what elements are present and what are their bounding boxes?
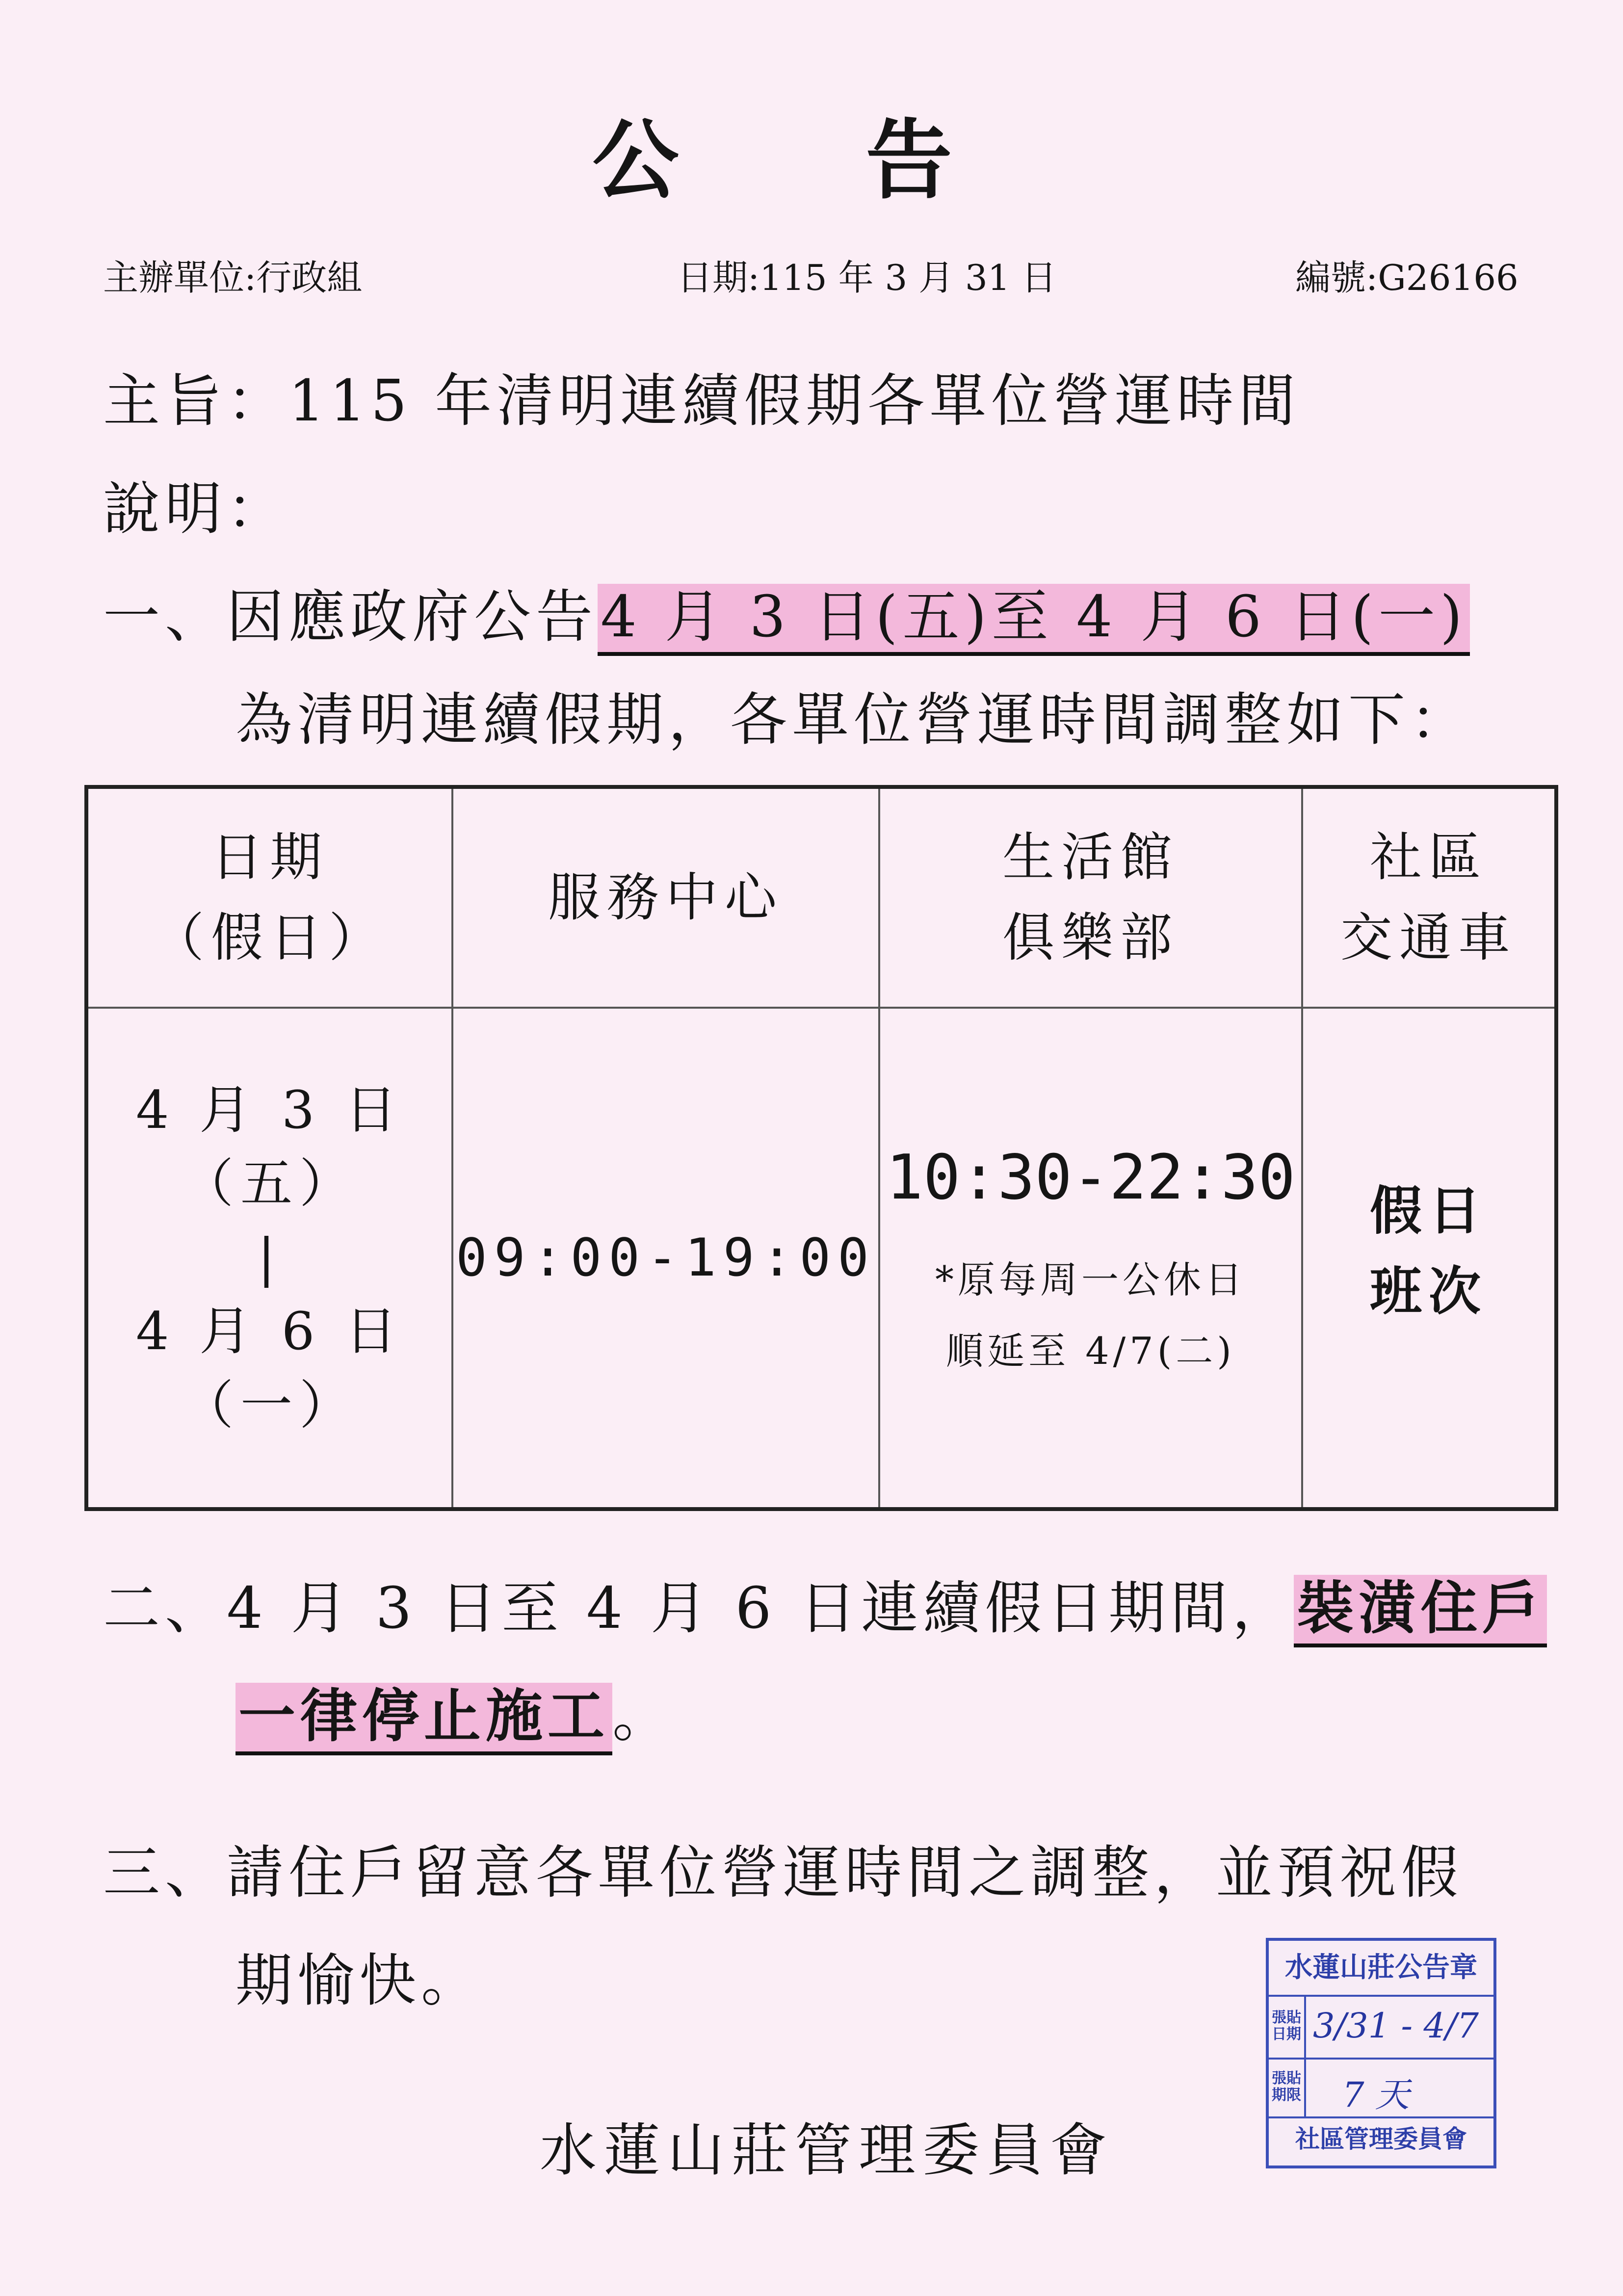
item-2: [103, 1575, 1547, 1642]
cell-date: 4 月 3 日 （五） | 4 月 6 日 （一）: [86, 1008, 452, 1509]
schedule-table: [84, 785, 1558, 1511]
item-2-line-2: 一律停止施工。: [236, 1688, 674, 1745]
stamp-limit-value: 7 天: [1342, 2075, 1410, 2115]
cell-shuttle: 假日 班次: [1302, 1008, 1556, 1509]
header-service-center: 服務中心: [452, 787, 879, 1008]
item-1-prefix: 一、因應政府公告: [103, 584, 598, 650]
cell-service-time: 09:00-19:00: [452, 1008, 879, 1509]
announcement-number: 編號:G26166: [1295, 257, 1518, 298]
item-3-line-2: 期愉快。: [236, 1948, 483, 2014]
table-row: [86, 1008, 1556, 1509]
stop-work-highlight: 一律停止施工: [236, 1683, 612, 1755]
cell-club: 10:30-22:30 *原每周一公休日 順延至 4/7(二): [879, 1008, 1302, 1509]
announcement-date: 日期:115 年 3 月 31 日: [677, 257, 1057, 298]
organizer: 主辦單位:行政組: [103, 257, 363, 298]
stamp-date-label: 張貼日期: [1269, 1995, 1306, 2058]
announcement-stamp: [1266, 1938, 1496, 2168]
explain-label: 說明：: [103, 476, 288, 542]
header-date: 日期 （假日）: [86, 787, 452, 1008]
item-1-line-2: 為清明連續假期，各單位營運時間調整如下：: [236, 687, 1472, 753]
signature: 水蓮山莊管理委員會: [540, 2117, 1114, 2184]
header-shuttle: 社區 交通車: [1302, 787, 1556, 1008]
table-header-row: [86, 787, 1556, 1008]
stamp-limit-label: 張貼期限: [1269, 2058, 1306, 2116]
renovation-highlight: 裝潢住戶: [1294, 1575, 1547, 1647]
stamp-header: 水蓮山莊公告章: [1269, 1941, 1493, 1997]
holiday-range-highlight: 4 月 3 日(五)至 4 月 6 日(一): [598, 584, 1470, 656]
item-1: [103, 584, 1470, 650]
page-title: 公 告: [592, 110, 1031, 211]
header-club: 生活館 俱樂部: [879, 787, 1302, 1008]
stamp-date-value: 3/31 - 4/7: [1313, 2006, 1479, 2046]
item-3: 三、請住戶留意各單位營運時間之調整，並預祝假: [103, 1840, 1463, 1906]
item-2-prefix: 二、4 月 3 日至 4 月 6 日連續假日期間，: [103, 1575, 1294, 1642]
subject: 主旨：115 年清明連續假期各單位營運時間: [103, 368, 1301, 434]
stamp-footer: 社區管理委員會: [1295, 2125, 1467, 2153]
